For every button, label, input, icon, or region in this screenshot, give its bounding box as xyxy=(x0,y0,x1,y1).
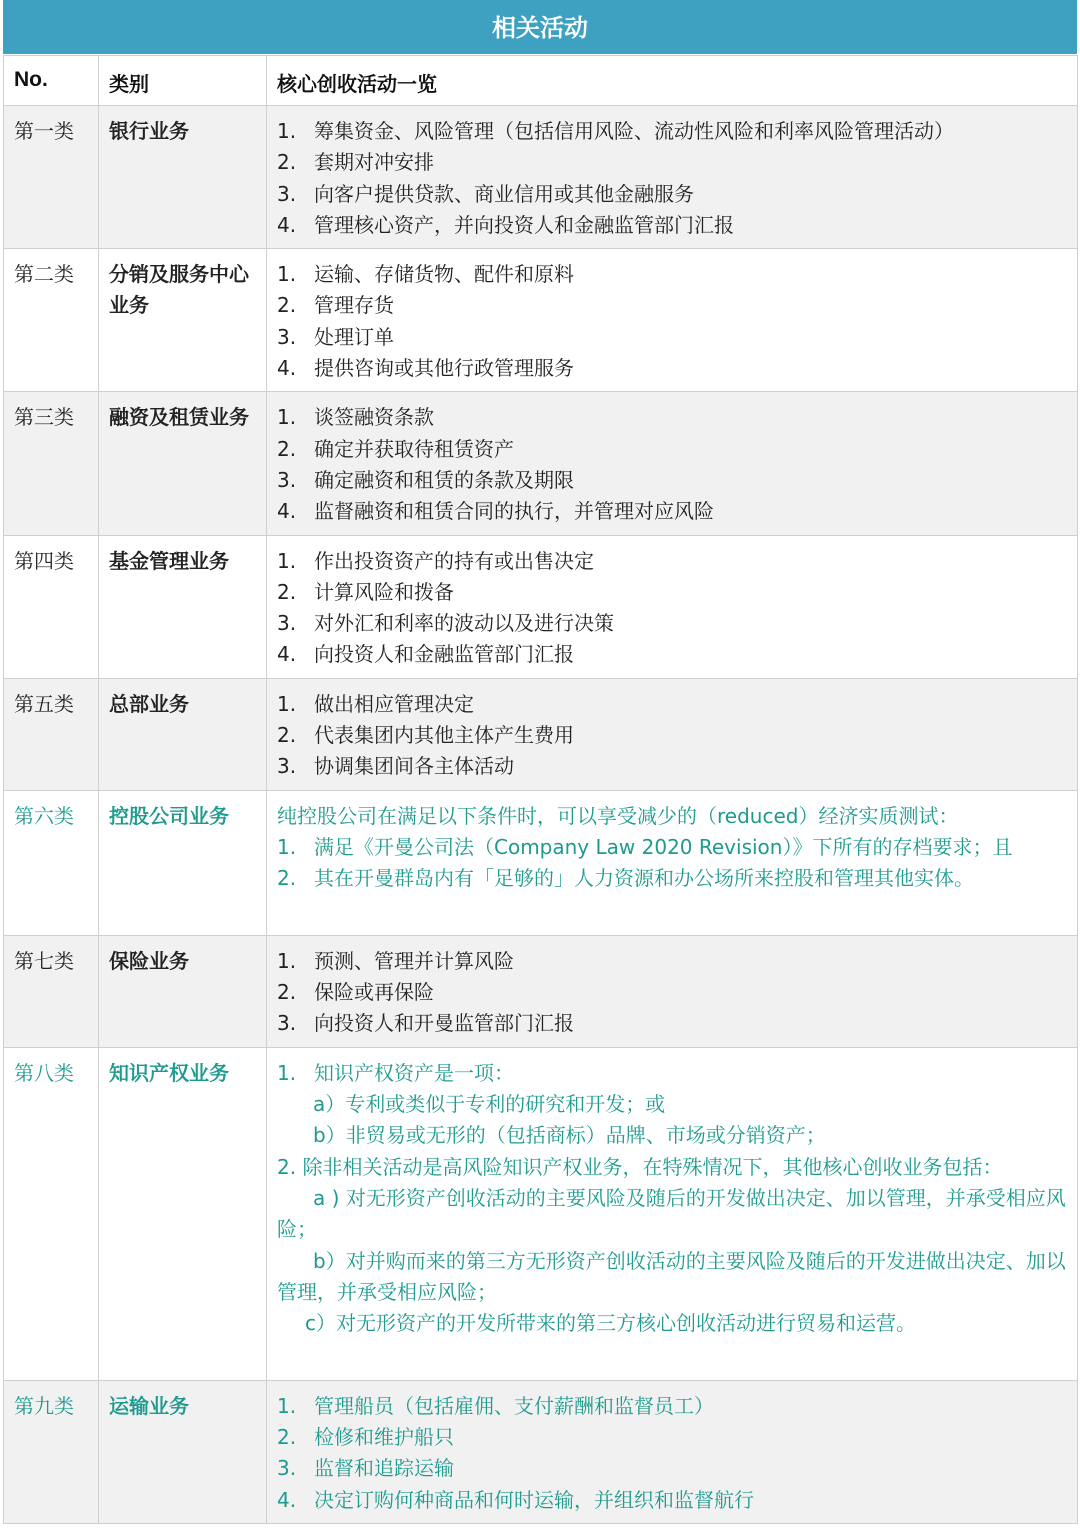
row-activities xyxy=(267,935,1078,1047)
list-item: 3. 确定融资和租赁的条款及期限 xyxy=(277,467,574,492)
list-item: 2. 确定并获取待租赁资产 xyxy=(277,436,514,461)
row-activities xyxy=(267,249,1078,392)
row-number: 第四类 xyxy=(4,535,99,678)
row-number: 第一类 xyxy=(4,106,99,249)
list-item: 3. 协调集团间各主体活动 xyxy=(277,754,514,779)
table-row xyxy=(4,1380,1078,1523)
row-number: 第八类 xyxy=(4,1047,99,1380)
header-no: No. xyxy=(4,56,99,106)
list-item: 3. 处理订单 xyxy=(277,324,394,349)
row-category: 运输业务 xyxy=(99,1380,267,1523)
table-row xyxy=(4,790,1078,935)
activities-table-container xyxy=(3,0,1077,1524)
header-row xyxy=(4,56,1078,106)
sub-item: a）专利或类似于专利的研究和开发；或 xyxy=(313,1092,666,1117)
row-category: 知识产权业务 xyxy=(99,1047,267,1380)
activities-table xyxy=(3,55,1078,1524)
table-row xyxy=(4,1047,1078,1380)
list-item: 1. 管理船员（包括雇佣、支付薪酬和监督员工） xyxy=(277,1393,714,1418)
row-activities xyxy=(267,1380,1078,1523)
row-activities xyxy=(267,392,1078,535)
table-row xyxy=(4,249,1078,392)
table-row xyxy=(4,678,1078,790)
row-number: 第二类 xyxy=(4,249,99,392)
row-category: 银行业务 xyxy=(99,106,267,249)
row-activities xyxy=(267,106,1078,249)
list-item: 1. 满足《开曼公司法（Company Law 2020 Revision）》下所有的存档要求；且 xyxy=(277,835,1013,860)
sub-item: b）对并购而来的第三方无形资产创收活动的主要风险及随后的开发进做出决定、加以管理，并承受相应风险； xyxy=(277,1248,1066,1304)
table-row xyxy=(4,535,1078,678)
list-item: 1. 预测、管理并计算风险 xyxy=(277,948,514,973)
header-category: 类别 xyxy=(99,56,267,106)
list-item: 4. 监督融资和租赁合同的执行，并管理对应风险 xyxy=(277,499,714,524)
row-number: 第九类 xyxy=(4,1380,99,1523)
list-item: 1. 作出投资资产的持有或出售决定 xyxy=(277,548,594,573)
row-number: 第七类 xyxy=(4,935,99,1047)
sub-item: a ) 对无形资产创收活动的主要风险及随后的开发做出决定、加以管理，并承受相应风险； xyxy=(277,1185,1066,1242)
table-title: 相关活动 xyxy=(3,0,1077,55)
sub-item: b）非贸易或无形的（包括商标）品牌、市场或分销资产； xyxy=(313,1123,826,1148)
table-row xyxy=(4,392,1078,535)
header-activities: 核心创收活动一览 xyxy=(267,56,1078,106)
list-item: 4. 向投资人和金融监管部门汇报 xyxy=(277,642,574,667)
list-item: 1. 做出相应管理决定 xyxy=(277,691,474,716)
row-number: 第五类 xyxy=(4,678,99,790)
row-category: 基金管理业务 xyxy=(99,535,267,678)
table-row xyxy=(4,935,1078,1047)
list-item: 2. 套期对冲安排 xyxy=(277,150,434,175)
row-intro: 纯控股公司在满足以下条件时，可以享受减少的（reduced）经济实质测试： xyxy=(277,803,959,828)
list-item: 3. 监督和追踪运输 xyxy=(277,1456,454,1481)
list-item: 1. 谈签融资条款 xyxy=(277,405,434,430)
list-item: 2. 管理存货 xyxy=(277,293,394,318)
list-item: 2. 代表集团内其他主体产生费用 xyxy=(277,723,574,748)
row-category: 总部业务 xyxy=(99,678,267,790)
row-activities xyxy=(267,535,1078,678)
list-item: 2. 检修和维护船只 xyxy=(277,1425,454,1450)
row-category: 保险业务 xyxy=(99,935,267,1047)
row-category: 分销及服务中心业务 xyxy=(99,249,267,392)
row-activities xyxy=(267,678,1078,790)
list-item: 1. 知识产权资产是一项： xyxy=(277,1060,514,1085)
list-item: 4. 提供咨询或其他行政管理服务 xyxy=(277,356,574,381)
list-item: 2. 计算风险和拨备 xyxy=(277,579,454,604)
list-item: 3. 对外汇和利率的波动以及进行决策 xyxy=(277,611,614,636)
list-item: 1. 筹集资金、风险管理（包括信用风险、流动性风险和利率风险管理活动） xyxy=(277,119,954,143)
row-activities xyxy=(267,1047,1078,1380)
row-category: 融资及租赁业务 xyxy=(99,392,267,535)
list-item: 1. 运输、存储货物、配件和原料 xyxy=(277,262,574,287)
sub-item: c）对无形资产的开发所带来的第三方核心创收活动进行贸易和运营。 xyxy=(305,1311,916,1336)
row-number: 第三类 xyxy=(4,392,99,535)
list-item: 2. 除非相关活动是高风险知识产权业务，在特殊情况下，其他核心创收业务包括： xyxy=(277,1154,1003,1179)
list-item: 4. 决定订购何种商品和何时运输，并组织和监督航行 xyxy=(277,1487,754,1512)
list-item: 2. 其在开曼群岛内有「足够的」人力资源和办公场所来控股和管理其他实体。 xyxy=(277,866,974,891)
row-category: 控股公司业务 xyxy=(99,790,267,935)
list-item: 3. 向客户提供贷款、商业信用或其他金融服务 xyxy=(277,181,694,206)
row-activities xyxy=(267,790,1078,935)
list-item: 2. 保险或再保险 xyxy=(277,980,434,1005)
list-item: 3. 向投资人和开曼监管部门汇报 xyxy=(277,1011,574,1036)
row-number: 第六类 xyxy=(4,790,99,935)
table-row xyxy=(4,106,1078,249)
list-item: 4. 管理核心资产，并向投资人和金融监管部门汇报 xyxy=(277,212,734,237)
